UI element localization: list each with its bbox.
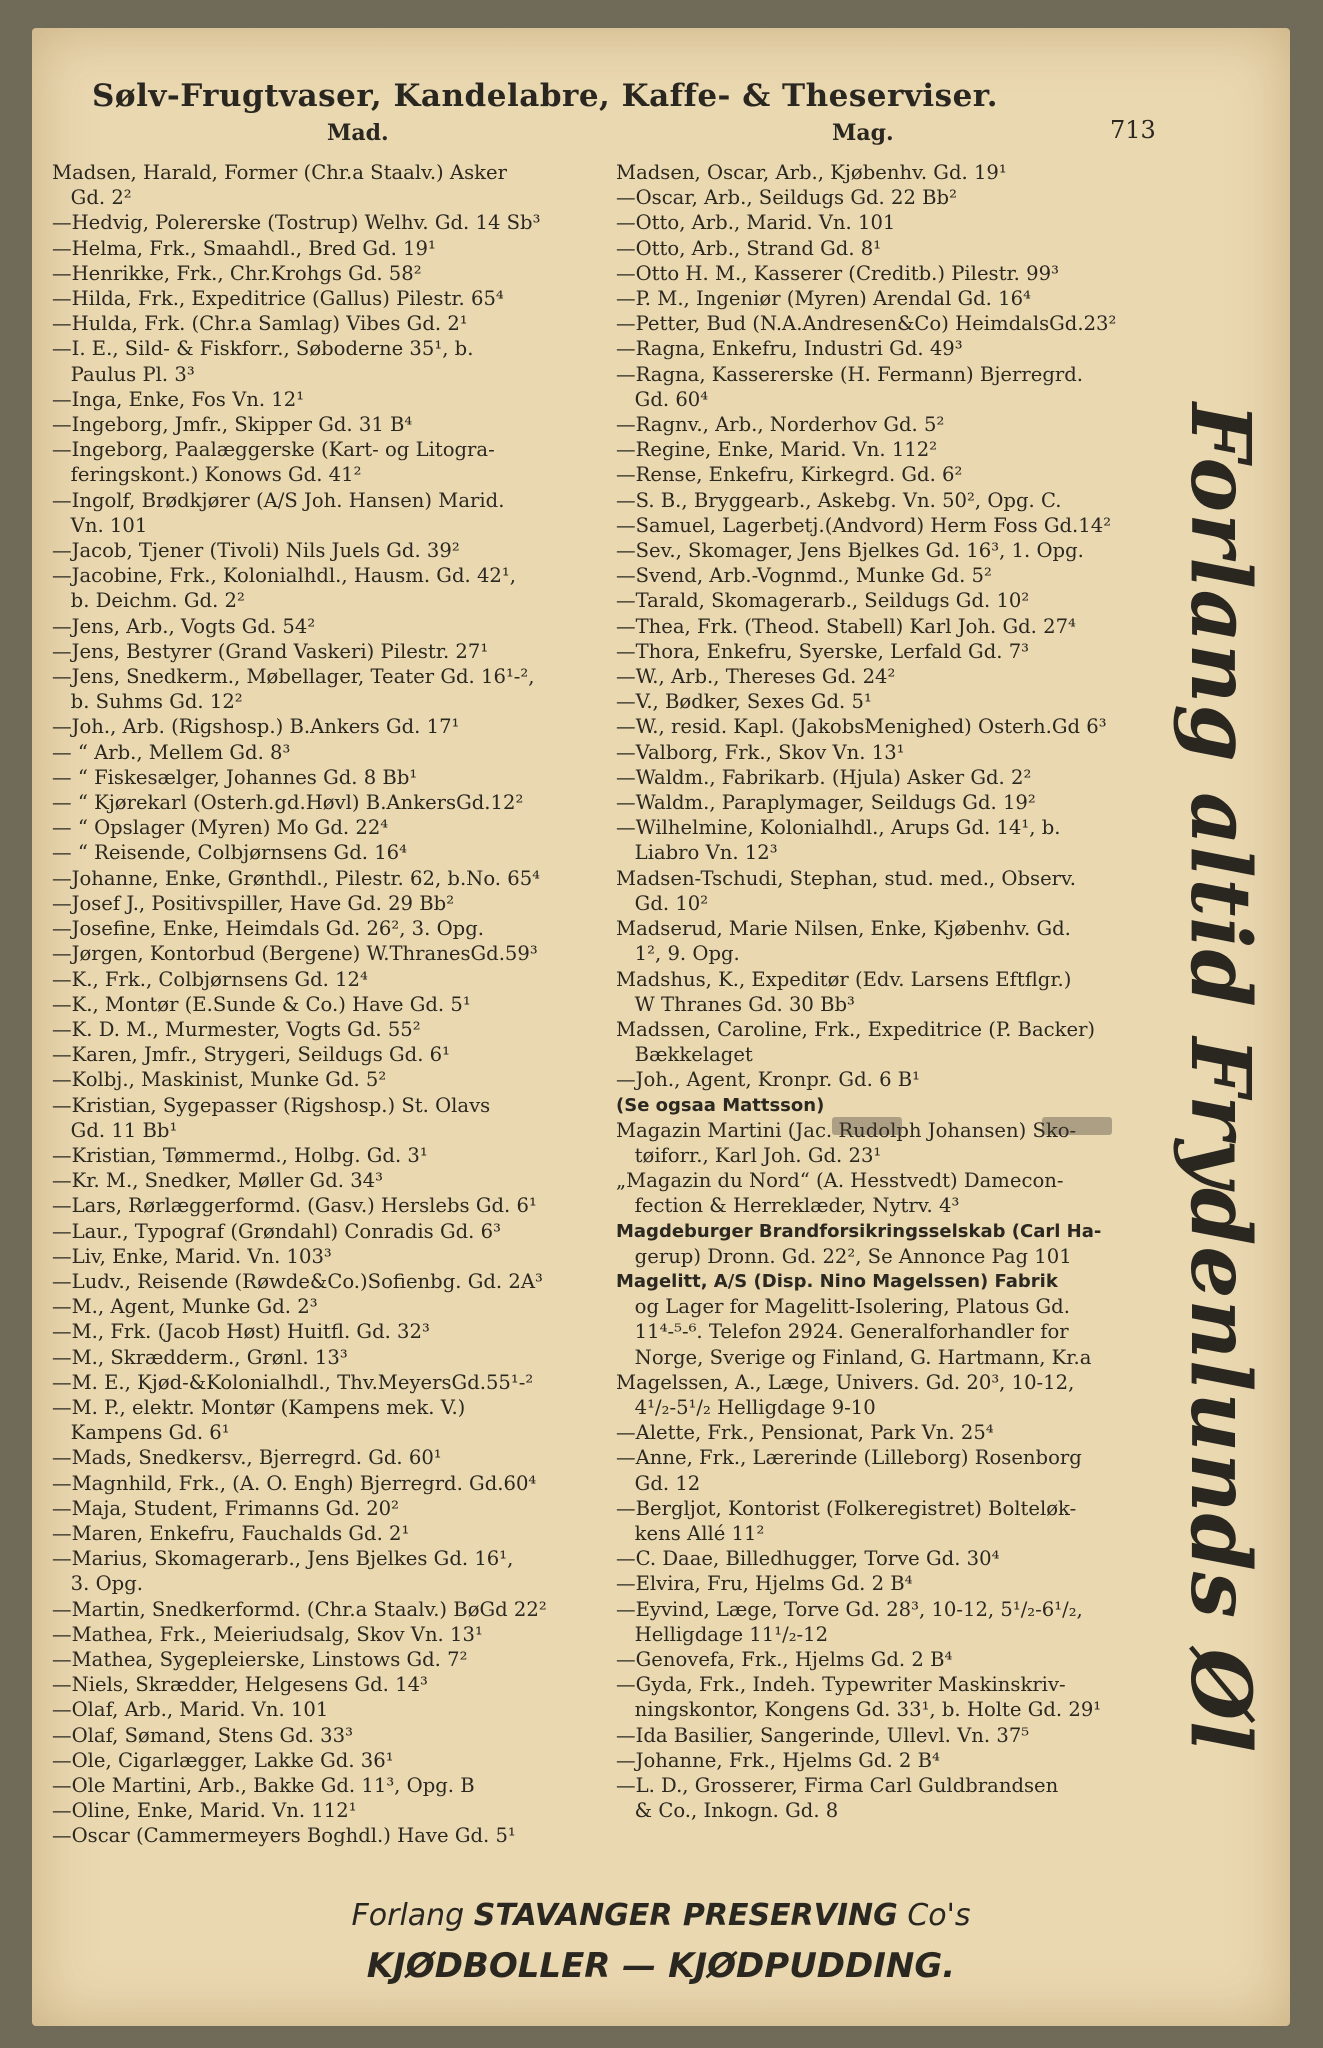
- ink-smudge: [832, 1117, 902, 1135]
- directory-entry: Madsen-Tschudi, Stephan, stud. med., Observ.: [616, 866, 1077, 890]
- directory-entry: —Ragna, Enkefru, Industri Gd. 49³: [616, 337, 963, 361]
- directory-entry: —Laur., Typograf (Grøndahl) Conradis Gd. 6³: [52, 1219, 501, 1243]
- directory-entry: Gd. 10²: [616, 891, 709, 915]
- directory-entry: —Thea, Frk. (Theod. Stabell) Karl Joh. Gd. 27⁴: [616, 614, 1076, 638]
- directory-entry: —M. E., Kjød-&Kolonialhdl., Thv.MeyersGd.55¹-²: [52, 1370, 534, 1394]
- directory-entry: —Jens, Snedkerm., Møbellager, Teater Gd. 16¹-²,: [52, 665, 535, 689]
- directory-entry: Magazin Martini (Jac. Rudolph Johansen) Sko-: [616, 1118, 1077, 1142]
- directory-entry: —Ole Martini, Arb., Bakke Gd. 11³, Opg. B: [52, 1774, 475, 1797]
- directory-entry: —Otto, Arb., Marid. Vn. 101: [616, 211, 896, 235]
- directory-entry: Madshus, K., Expeditør (Edv. Larsens Eftflgr.): [616, 967, 1072, 991]
- directory-entry: —Kristian, Sygepasser (Rigshosp.) St. Olavs: [52, 1093, 491, 1117]
- footer-brand: STAVANGER PRESERVING: [473, 1898, 898, 1933]
- directory-entry: b. Deichm. Gd. 2²: [52, 589, 245, 613]
- directory-entry: Norge, Sverige og Finland, G. Hartmann, Kr.a: [616, 1345, 1092, 1369]
- footer-advertisement-line2: KJØDBOLLER — KJØDPUDDING.: [366, 1946, 956, 1986]
- directory-entry: —Helma, Frk., Smaahdl., Bred Gd. 19¹: [52, 236, 436, 260]
- directory-entry: 1², 9. Opg.: [616, 942, 740, 966]
- directory-entry: Liabro Vn. 12³: [616, 841, 778, 865]
- directory-entry: —Regine, Enke, Marid. Vn. 112²: [616, 438, 938, 462]
- directory-entry: (Se ogsaa Mattsson): [616, 1094, 825, 1116]
- directory-entry: —Rense, Enkefru, Kirkegrd. Gd. 6²: [616, 463, 963, 487]
- directory-entry: —Jens, Bestyrer (Grand Vaskeri) Pilestr. 27¹: [52, 639, 489, 663]
- directory-entry: —I. E., Sild- & Fiskforr., Søboderne 35¹, b.: [52, 337, 474, 361]
- directory-entry: Vn. 101: [52, 513, 148, 537]
- ink-smudge: [1042, 1117, 1112, 1135]
- footer-advertisement-line1: [32, 1898, 1290, 1933]
- directory-entry: —K., Montør (E.Sunde & Co.) Have Gd. 5¹: [52, 992, 471, 1016]
- directory-entry: —W., Arb., Thereses Gd. 24²: [616, 665, 896, 689]
- directory-entry: ningskontor, Kongens Gd. 33¹, b. Holte Gd. 29¹: [616, 1698, 1102, 1722]
- directory-entry: —Ragna, Kassererske (H. Fermann) Bjerregrd.: [616, 362, 1084, 386]
- directory-entry: og Lager for Magelitt-Isolering, Platous Gd.: [616, 1295, 1070, 1319]
- directory-entry: Paulus Pl. 3³: [52, 362, 195, 386]
- directory-entry: —Waldm., Paraplymager, Seildugs Gd. 19²: [616, 791, 1036, 815]
- directory-entry: —Hilda, Frk., Expeditrice (Gallus) Pilestr. 65⁴: [52, 287, 504, 311]
- directory-entry: 3. Opg.: [52, 1572, 143, 1596]
- directory-entry: & Co., Inkogn. Gd. 8: [616, 1799, 839, 1823]
- directory-entry: —P. M., Ingeniør (Myren) Arendal Gd. 16⁴: [616, 287, 1031, 311]
- directory-entry: Helligdage 11¹/₂-12: [616, 1622, 829, 1646]
- directory-entry: kens Allé 11²: [616, 1521, 765, 1545]
- directory-entry: —Ida Basilier, Sangerinde, Ullevl. Vn. 37⁵: [616, 1723, 1030, 1747]
- directory-entry: —S. B., Bryggearb., Askebg. Vn. 50², Opg. C.: [616, 488, 1062, 512]
- directory-entry: —M., Frk. (Jacob Høst) Huitfl. Gd. 32³: [52, 1320, 430, 1344]
- directory-entry: —Martin, Snedkerformd. (Chr.a Staalv.) BøGd 22²: [52, 1597, 547, 1621]
- directory-entry: — “ Kjørekarl (Osterh.gd.Høvl) B.AnkersGd.12²: [52, 791, 524, 815]
- directory-entry: „Magazin du Nord“ (A. Hesstvedt) Damecon-: [616, 1169, 1064, 1193]
- directory-entry: —Johanne, Enke, Grønthdl., Pilestr. 62, b.No. 65⁴: [52, 866, 541, 890]
- directory-entry: —Thora, Enkefru, Syerske, Lerfald Gd. 7³: [616, 639, 1030, 663]
- directory-entry: —M. P., elektr. Montør (Kampens mek. V.): [52, 1395, 466, 1419]
- directory-entry: —Ingolf, Brødkjører (A/S Joh. Hansen) Marid.: [52, 488, 505, 512]
- directory-entry: —Jacobine, Frk., Kolonialhdl., Hausm. Gd. 42¹,: [52, 564, 516, 588]
- directory-entry: —K., Frk., Colbjørnsens Gd. 12⁴: [52, 967, 368, 991]
- directory-entry: —Ludv., Reisende (Røwde&Co.)Sofienbg. Gd. 2A³: [52, 1269, 543, 1293]
- directory-entry: —M., Skrædderm., Grønl. 13³: [52, 1345, 348, 1369]
- directory-entry: —L. D., Grosserer, Firma Carl Guldbrandsen: [616, 1774, 1059, 1797]
- directory-entry: —Oline, Enke, Marid. Vn. 112¹: [52, 1799, 357, 1823]
- left-column: [52, 160, 642, 1849]
- directory-entry: —Jacob, Tjener (Tivoli) Nils Juels Gd. 39²: [52, 539, 460, 563]
- directory-entry: Magelssen, A., Læge, Univers. Gd. 20³, 10-12,: [616, 1370, 1075, 1394]
- directory-entry: —W., resid. Kapl. (JakobsMenighed) Osterh.Gd 6³: [616, 715, 1107, 739]
- directory-entry: —Ole, Cigarlægger, Lakke Gd. 36¹: [52, 1748, 394, 1772]
- directory-entry: — “ Arb., Mellem Gd. 8³: [52, 740, 291, 764]
- directory-entry: — “ Reisende, Colbjørnsens Gd. 16⁴: [52, 841, 407, 865]
- directory-entry: —Hedvig, Polererske (Tostrup) Welhv. Gd. 14 Sb³: [52, 211, 541, 235]
- directory-entry: —Sev., Skomager, Jens Bjelkes Gd. 16³, 1. Opg.: [616, 539, 1084, 563]
- directory-entry: —Ingeborg, Paalæggerske (Kart- og Litogra-: [52, 438, 495, 462]
- directory-entry: —Joh., Arb. (Rigshosp.) B.Ankers Gd. 17¹: [52, 715, 460, 739]
- directory-entry: —Johanne, Frk., Hjelms Gd. 2 B⁴: [616, 1748, 940, 1772]
- directory-entry: —Eyvind, Læge, Torve Gd. 28³, 10-12, 5¹/₂-6¹/₂,: [616, 1597, 1083, 1621]
- directory-page: [32, 28, 1290, 2026]
- directory-entry: Gd. 11 Bb¹: [52, 1118, 178, 1142]
- directory-entry: Gd. 12: [616, 1471, 701, 1495]
- directory-entry: Bækkelaget: [616, 1043, 753, 1067]
- page-number: 713: [1110, 116, 1156, 144]
- directory-entry: —Oscar, Arb., Seildugs Gd. 22 Bb²: [616, 186, 957, 210]
- directory-entry: —Gyda, Frk., Indeh. Typewriter Maskinskriv-: [616, 1673, 1066, 1697]
- directory-entry: —Inga, Enke, Fos Vn. 12¹: [52, 387, 305, 411]
- directory-entry: fection & Herreklæder, Nytrv. 4³: [616, 1194, 960, 1218]
- directory-entry: —Niels, Skrædder, Helgesens Gd. 14³: [52, 1673, 428, 1697]
- directory-entry: —Samuel, Lagerbetj.(Andvord) Herm Foss Gd.14²: [616, 513, 1112, 537]
- directory-entry: W Thranes Gd. 30 Bb³: [616, 992, 855, 1016]
- directory-entry: —Otto H. M., Kasserer (Creditb.) Pilestr. 99³: [616, 261, 1059, 285]
- directory-entry: —Oscar (Cammermeyers Boghdl.) Have Gd. 5¹: [52, 1824, 516, 1848]
- directory-entry: —Anne, Frk., Lærerinde (Lilleborg) Rosenborg: [616, 1446, 1082, 1470]
- directory-entry: b. Suhms Gd. 12²: [52, 690, 243, 714]
- directory-entry: —K. D. M., Murmester, Vogts Gd. 55²: [52, 1017, 421, 1041]
- directory-entry: —Mathea, Sygepleierske, Linstows Gd. 7²: [52, 1647, 468, 1671]
- directory-entry: —Jørgen, Kontorbud (Bergene) W.ThranesGd.59³: [52, 942, 538, 966]
- directory-entry: gerup) Dronn. Gd. 22², Se Annonce Pag 101: [616, 1244, 1072, 1268]
- directory-entry: Kampens Gd. 6¹: [52, 1421, 230, 1445]
- directory-entry: —Lars, Rørlæggerformd. (Gasv.) Herslebs Gd. 6¹: [52, 1194, 537, 1218]
- directory-entry: —Svend, Arb.-Vognmd., Munke Gd. 5²: [616, 564, 992, 588]
- directory-entry: 11⁴-⁵-⁶. Telefon 2924. Generalforhandler for: [616, 1320, 1069, 1344]
- directory-entry: Madssen, Caroline, Frk., Expeditrice (P. Backer): [616, 1017, 1096, 1041]
- directory-entry: —Joh., Agent, Kronpr. Gd. 6 B¹: [616, 1068, 921, 1092]
- directory-entry: —M., Agent, Munke Gd. 2³: [52, 1295, 318, 1319]
- side-advertisement-text: Forlang altid Frydenlunds Øl: [1172, 402, 1268, 1754]
- directory-entry: —Olaf, Sømand, Stens Gd. 33³: [52, 1723, 353, 1747]
- directory-entry: —Mads, Snedkersv., Bjerregrd. Gd. 60¹: [52, 1446, 442, 1470]
- directory-entry: Magdeburger Brandforsikringsselskab (Carl Ha-: [616, 1220, 1102, 1242]
- directory-entry: —Elvira, Fru, Hjelms Gd. 2 B⁴: [616, 1572, 913, 1596]
- directory-entry: —Hulda, Frk. (Chr.a Samlag) Vibes Gd. 2¹: [52, 312, 468, 336]
- directory-entry: Madserud, Marie Nilsen, Enke, Kjøbenhv. Gd.: [616, 917, 1071, 941]
- directory-entry: —Bergljot, Kontorist (Folkeregistret) Bolteløk-: [616, 1496, 1077, 1520]
- directory-entry: —Petter, Bud (N.A.Andresen&Co) HeimdalsGd.23²: [616, 312, 1117, 336]
- footer-suffix: Co's: [907, 1898, 971, 1933]
- directory-entry: —Maren, Enkefru, Fauchalds Gd. 2¹: [52, 1521, 410, 1545]
- directory-entry: —Tarald, Skomagerarb., Seildugs Gd. 10²: [616, 589, 1030, 613]
- directory-entry: —Alette, Frk., Pensionat, Park Vn. 25⁴: [616, 1421, 994, 1445]
- directory-entry: Madsen, Oscar, Arb., Kjøbenhv. Gd. 19¹: [616, 161, 1007, 184]
- directory-entry: —Liv, Enke, Marid. Vn. 103³: [52, 1244, 332, 1268]
- directory-entry: —Valborg, Frk., Skov Vn. 13¹: [616, 740, 905, 764]
- directory-entry: Gd. 60⁴: [616, 387, 709, 411]
- directory-entry: —Ingeborg, Jmfr., Skipper Gd. 31 B⁴: [52, 413, 413, 437]
- directory-entry: —Josefine, Enke, Heimdals Gd. 26², 3. Opg.: [52, 917, 484, 941]
- directory-entry: Gd. 2²: [52, 186, 132, 210]
- directory-entry: —Marius, Skomagerarb., Jens Bjelkes Gd. 16¹,: [52, 1547, 514, 1571]
- directory-entry: —Magnhild, Frk., (A. O. Engh) Bjerregrd. Gd.60⁴: [52, 1471, 537, 1495]
- column-range-right: Mag.: [832, 120, 894, 146]
- directory-entry: 4¹/₂-5¹/₂ Helligdage 9-10: [616, 1395, 876, 1419]
- directory-entry: —Waldm., Fabrikarb. (Hjula) Asker Gd. 2²: [616, 765, 1032, 789]
- directory-entry: feringskont.) Konows Gd. 41²: [52, 463, 362, 487]
- directory-entry: —Mathea, Frk., Meieriudsalg, Skov Vn. 13¹: [52, 1622, 483, 1646]
- directory-entry: — “ Opslager (Myren) Mo Gd. 22⁴: [52, 816, 389, 840]
- directory-entry: —Jens, Arb., Vogts Gd. 54²: [52, 614, 316, 638]
- directory-entry: — “ Fiskesælger, Johannes Gd. 8 Bb¹: [52, 765, 418, 789]
- side-advertisement: [1160, 402, 1280, 1754]
- page-header-title: Sølv-Frugtvaser, Kandelabre, Kaffe- & Theserviser.: [92, 78, 999, 114]
- directory-entry: —Olaf, Arb., Marid. Vn. 101: [52, 1698, 329, 1722]
- directory-entry: —Kristian, Tømmermd., Holbg. Gd. 3¹: [52, 1143, 428, 1167]
- directory-entry: —Genovefa, Frk., Hjelms Gd. 2 B⁴: [616, 1647, 953, 1671]
- directory-entry: tøiforr., Karl Joh. Gd. 23¹: [616, 1143, 882, 1167]
- footer-prefix: Forlang: [351, 1898, 465, 1933]
- directory-entry: —V., Bødker, Sexes Gd. 5¹: [616, 690, 872, 714]
- column-range-left: Mad.: [327, 120, 389, 146]
- directory-entry: Madsen, Harald, Former (Chr.a Staalv.) Asker: [52, 161, 507, 184]
- directory-entry: —Ragnv., Arb., Norderhov Gd. 5²: [616, 413, 945, 437]
- directory-entry: —Josef J., Positivspiller, Have Gd. 29 Bb²: [52, 891, 455, 915]
- directory-entry: —Wilhelmine, Kolonialhdl., Arups Gd. 14¹, b.: [616, 816, 1061, 840]
- directory-entry: —Otto, Arb., Strand Gd. 8¹: [616, 236, 882, 260]
- middle-column: [616, 160, 1206, 1823]
- directory-entry: —Kr. M., Snedker, Møller Gd. 34³: [52, 1169, 383, 1193]
- directory-entry: —Kolbj., Maskinist, Munke Gd. 5²: [52, 1068, 387, 1092]
- directory-entry: Magelitt, A/S (Disp. Nino Magelssen) Fabrik: [616, 1270, 1058, 1292]
- directory-entry: —C. Daae, Billedhugger, Torve Gd. 30⁴: [616, 1547, 1000, 1571]
- directory-entry: —Karen, Jmfr., Strygeri, Seildugs Gd. 6¹: [52, 1043, 451, 1067]
- directory-entry: —Maja, Student, Frimanns Gd. 20²: [52, 1496, 400, 1520]
- directory-entry: —Henrikke, Frk., Chr.Krohgs Gd. 58²: [52, 261, 422, 285]
